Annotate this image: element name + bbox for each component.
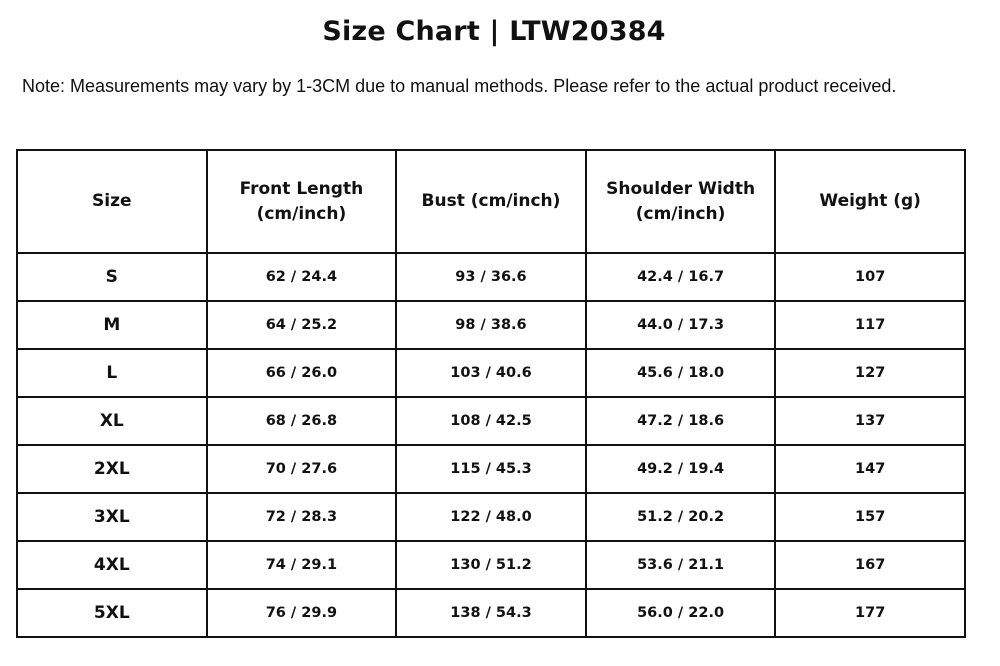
bust-cell: 98 / 38.6 <box>396 301 586 349</box>
front-length-cell: 68 / 26.8 <box>207 397 397 445</box>
size-cell: S <box>17 253 207 301</box>
size-chart-table <box>16 149 966 638</box>
bust-cell: 130 / 51.2 <box>396 541 586 589</box>
shoulder-width-cell: 49.2 / 19.4 <box>586 445 776 493</box>
table-row <box>17 301 965 349</box>
weight-cell: 137 <box>775 397 965 445</box>
shoulder-width-cell: 53.6 / 21.1 <box>586 541 776 589</box>
bust-cell: 138 / 54.3 <box>396 589 586 637</box>
bust-cell: 122 / 48.0 <box>396 493 586 541</box>
size-cell: L <box>17 349 207 397</box>
table-row <box>17 493 965 541</box>
header-size: Size <box>17 150 207 253</box>
front-length-cell: 74 / 29.1 <box>207 541 397 589</box>
header-weight: Weight (g) <box>775 150 965 253</box>
page-title: Size Chart | LTW20384 <box>322 16 666 47</box>
size-cell: 4XL <box>17 541 207 589</box>
size-cell: M <box>17 301 207 349</box>
shoulder-width-cell: 42.4 / 16.7 <box>586 253 776 301</box>
table-row <box>17 445 965 493</box>
weight-cell: 167 <box>775 541 965 589</box>
front-length-cell: 70 / 27.6 <box>207 445 397 493</box>
table-header <box>17 150 965 253</box>
size-cell: XL <box>17 397 207 445</box>
weight-cell: 177 <box>775 589 965 637</box>
shoulder-width-cell: 51.2 / 20.2 <box>586 493 776 541</box>
header-bust: Bust (cm/inch) <box>396 150 586 253</box>
size-cell: 3XL <box>17 493 207 541</box>
size-cell: 5XL <box>17 589 207 637</box>
table-row <box>17 253 965 301</box>
shoulder-width-cell: 45.6 / 18.0 <box>586 349 776 397</box>
bust-cell: 108 / 42.5 <box>396 397 586 445</box>
shoulder-width-cell: 56.0 / 22.0 <box>586 589 776 637</box>
weight-cell: 107 <box>775 253 965 301</box>
table-row <box>17 349 965 397</box>
shoulder-width-cell: 44.0 / 17.3 <box>586 301 776 349</box>
weight-cell: 147 <box>775 445 965 493</box>
table-row <box>17 589 965 637</box>
front-length-cell: 62 / 24.4 <box>207 253 397 301</box>
bust-cell: 93 / 36.6 <box>396 253 586 301</box>
table-body <box>17 253 965 637</box>
table-row <box>17 541 965 589</box>
header-row <box>17 150 965 253</box>
front-length-cell: 76 / 29.9 <box>207 589 397 637</box>
weight-cell: 127 <box>775 349 965 397</box>
header-front-length: Front Length (cm/inch) <box>207 150 397 253</box>
bust-cell: 115 / 45.3 <box>396 445 586 493</box>
header-shoulder-width: Shoulder Width (cm/inch) <box>586 150 776 253</box>
shoulder-width-cell: 47.2 / 18.6 <box>586 397 776 445</box>
front-length-cell: 72 / 28.3 <box>207 493 397 541</box>
measurement-note: Note: Measurements may vary by 1-3CM due to manual methods. Please refer to the actual product received. <box>22 76 897 96</box>
table-row <box>17 397 965 445</box>
bust-cell: 103 / 40.6 <box>396 349 586 397</box>
weight-cell: 157 <box>775 493 965 541</box>
front-length-cell: 64 / 25.2 <box>207 301 397 349</box>
size-cell: 2XL <box>17 445 207 493</box>
weight-cell: 117 <box>775 301 965 349</box>
front-length-cell: 66 / 26.0 <box>207 349 397 397</box>
